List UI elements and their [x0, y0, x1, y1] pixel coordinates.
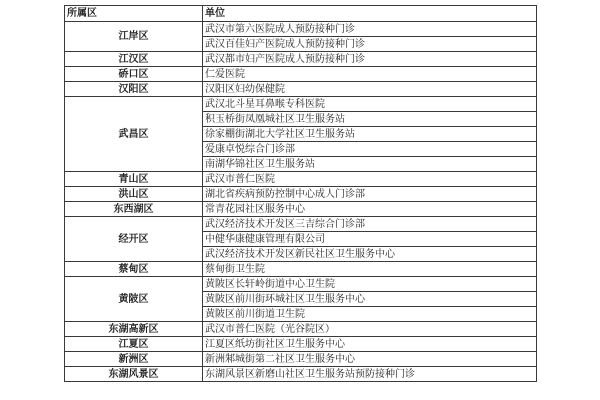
district-cell: 东湖风景区 — [65, 367, 203, 382]
district-cell: 新洲区 — [65, 352, 203, 367]
unit-cell: 黄陂区前川街道卫生院 — [203, 307, 537, 322]
district-cell: 江夏区 — [65, 337, 203, 352]
unit-cell: 南湖华锦社区卫生服务站 — [203, 157, 537, 172]
table-row — [65, 202, 537, 217]
district-cell: 青山区 — [65, 172, 203, 187]
table-row — [65, 367, 537, 382]
table-row — [65, 52, 537, 67]
unit-cell: 湖北省疾病预防控制中心成人门诊部 — [203, 187, 537, 202]
district-cell: 经开区 — [65, 217, 203, 262]
table-row — [65, 277, 537, 292]
table-row — [65, 337, 537, 352]
unit-cell: 徐家棚街湖北大学社区卫生服务站 — [203, 127, 537, 142]
district-cell: 江汉区 — [65, 52, 203, 67]
unit-cell: 汉阳区妇幼保健院 — [203, 82, 537, 97]
header-row — [65, 6, 537, 22]
unit-cell: 仁爱医院 — [203, 67, 537, 82]
unit-cell: 武汉市普仁医院 — [203, 172, 537, 187]
table-body — [65, 22, 537, 382]
table-row — [65, 262, 537, 277]
table-row — [65, 187, 537, 202]
unit-cell: 武汉市普仁医院（光谷院区） — [203, 322, 537, 337]
unit-cell: 常青花园社区服务中心 — [203, 202, 537, 217]
district-cell: 黄陂区 — [65, 277, 203, 322]
unit-cell: 蔡甸街卫生院 — [203, 262, 537, 277]
unit-cell: 新洲邾城街第二社区卫生服务中心 — [203, 352, 537, 367]
unit-cell: 积玉桥街凤凰城社区卫生服务站 — [203, 112, 537, 127]
table-row — [65, 352, 537, 367]
district-cell: 东湖高新区 — [65, 322, 203, 337]
unit-cell: 武汉经济技术开发区新民社区卫生服务中心 — [203, 247, 537, 262]
header-district: 所属区 — [65, 6, 203, 22]
vaccination-units-table — [64, 5, 537, 382]
unit-cell: 武汉经济技术开发区三吉综合门诊部 — [203, 217, 537, 232]
unit-cell: 黄陂区长轩岭街道中心卫生院 — [203, 277, 537, 292]
table-row — [65, 97, 537, 112]
table-row — [65, 322, 537, 337]
unit-cell: 中健华康健康管理有限公司 — [203, 232, 537, 247]
unit-cell: 武汉市第六医院成人预防接种门诊 — [203, 22, 537, 37]
header-unit: 单位 — [203, 6, 537, 22]
unit-cell: 黄陂区前川街环城社区卫生服务中心 — [203, 292, 537, 307]
table-row — [65, 82, 537, 97]
unit-cell: 东湖风景区新磨山社区卫生服务站预防接种门诊 — [203, 367, 537, 382]
unit-cell: 武汉百佳妇产医院成人预防接种门诊 — [203, 37, 537, 52]
unit-cell: 爱康卓悦综合门诊部 — [203, 142, 537, 157]
district-cell: 蔡甸区 — [65, 262, 203, 277]
table-row — [65, 172, 537, 187]
table-row — [65, 67, 537, 82]
district-cell: 汉阳区 — [65, 82, 203, 97]
district-cell: 洪山区 — [65, 187, 203, 202]
district-cell: 东西湖区 — [65, 202, 203, 217]
table-row — [65, 217, 537, 232]
district-cell: 硚口区 — [65, 67, 203, 82]
unit-cell: 武汉都市妇产医院成人预防接种门诊 — [203, 52, 537, 67]
table-row — [65, 22, 537, 37]
district-cell: 江岸区 — [65, 22, 203, 52]
unit-cell: 江夏区纸坊街社区卫生服务中心 — [203, 337, 537, 352]
unit-cell: 武汉北斗星耳鼻喉专科医院 — [203, 97, 537, 112]
district-cell: 武昌区 — [65, 97, 203, 172]
